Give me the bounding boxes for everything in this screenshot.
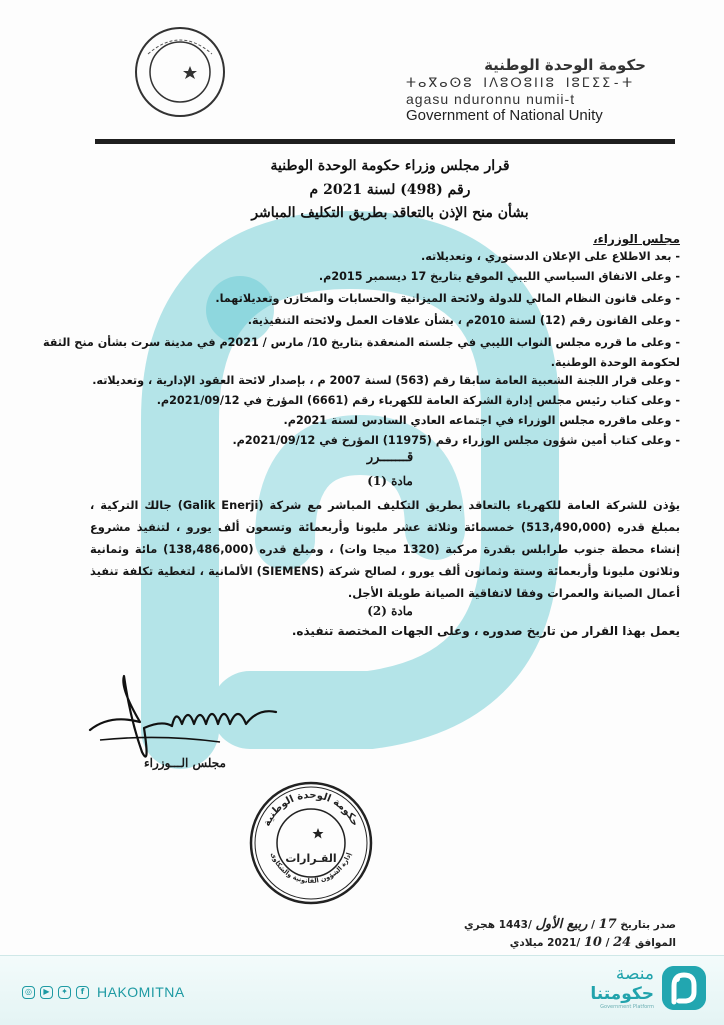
decision-word: قـــــــرر xyxy=(366,450,414,465)
issue-date-block xyxy=(446,916,676,952)
hijri-year: /1443 هجري xyxy=(464,919,532,931)
decision-body xyxy=(42,0,681,955)
platform-footer xyxy=(0,955,724,1025)
preamble-item: - وعلى ما قرره مجلس النواب الليبي في جلسته المنعقدة بتاريخ 10/ مارس / 2021م في مدينة سرت بشأن منح الثقة xyxy=(42,336,680,349)
preamble-item: - وعلى القانون رقم (12) لسنة 2010م ، بشأن علاقات العمل ولائحته التنفيذية. xyxy=(247,314,680,327)
hijri-day: 17 xyxy=(598,917,617,932)
stamp-ring-text: حكومة الوحدة الوطنية xyxy=(261,789,361,829)
social-links xyxy=(22,984,185,1000)
twitter-icon[interactable]: ✦ xyxy=(58,986,71,999)
preamble-item: - وعلى ماقرره مجلس الوزراء في اجتماعه العادي السادس لسنة 2021م. xyxy=(283,414,680,427)
youtube-icon[interactable]: ▶ xyxy=(40,986,53,999)
government-arabic-name: حكومة الوحدة الوطنية xyxy=(484,56,646,74)
preamble-item: - وعلى كتاب رئيس مجلس إدارة الشركة العامة للكهرباء رقم (6661) المؤرخ في 2021/09/12م. xyxy=(156,394,680,407)
government-amazigh-latin-name: agasu nduronnu numii-t xyxy=(406,91,576,107)
hijri-month: ربيع الأول xyxy=(535,917,588,932)
platform-logo-icon xyxy=(662,966,706,1010)
article-2-text: يعمل بهذا القرار من تاريخ صدوره ، وعلى الجهات المختصة تنفيذه. xyxy=(291,624,680,638)
preamble-item: - وعلى كتاب أمين شؤون مجلس الوزراء رقم (11975) المؤرخ في 2021/09/12م. xyxy=(232,434,680,447)
article-2-title: مادة (2) xyxy=(367,604,413,618)
hijri-date: صدر بتاريخ 17 / ربيع الأول /1443 هجري xyxy=(464,917,676,932)
government-tifinagh-name: ⵜⴰⴳⴰⵙⵓ ⵏⴷⵓⵔⵓⵏⵏⵓ ⵏⵓⵎⵉⵉ-ⵜ xyxy=(406,76,635,91)
brand-text xyxy=(590,964,654,1011)
gregorian-month: 10 xyxy=(583,935,602,950)
decision-number: رقم (498) لسنة 2021 م xyxy=(309,182,471,198)
gregorian-date-prefix: الموافق xyxy=(634,937,676,949)
brand-line-2: حكومتنا xyxy=(590,984,654,1004)
government-english-name: Government of National Unity xyxy=(406,107,603,124)
preamble-item: - وعلى الاتفاق السياسي الليبي الموقع بتاريخ 17 ديسمبر 2015م. xyxy=(318,270,680,283)
gregorian-date: الموافق 24 / 10 /2021 ميلادي xyxy=(509,935,676,950)
decision-title: قرار مجلس وزراء حكومة الوحدة الوطنية xyxy=(270,158,510,174)
platform-brand xyxy=(590,964,706,1011)
preamble-item: لحكومة الوحدة الوطنية. xyxy=(550,356,680,369)
official-stamp xyxy=(248,780,374,906)
article-1-title: مادة (1) xyxy=(367,474,413,488)
stamp-bottom-text: إدارة الشؤون القانونية والشكاوى xyxy=(268,851,353,885)
brand-line-3: Government Platform xyxy=(600,1004,654,1010)
gregorian-year: /2021 ميلادي xyxy=(509,937,581,949)
preamble-item: - وعلى قانون النظام المالي للدولة ولائحة الميزانية والحسابات والمخازن وتعديلاتهما. xyxy=(215,292,680,305)
council-label: مجلس الوزراء، xyxy=(593,232,680,246)
signature-label: مجلس الـــوزراء xyxy=(144,756,226,770)
decision-subject: بشأن منح الإذن بالتعاقد بطريق التكليف المباشر xyxy=(251,205,529,221)
social-handle[interactable]: HAKOMITNA xyxy=(97,984,185,1000)
article-1-text: يؤذن للشركة العامة للكهرباء بالتعاقد بطريق التكليف المباشر مع شركة (Galik Enerji) جالك التركية ، بمبلغ قدره (513,490,000) خمسمائة وثلاثة عشر مليونا وأربعمائة وتسعون ألف يورو ، لتنفيذ مشروع إنشاء محطة جنوب طرابلس بقدرة مركبة (1320 ميجا وات) ، ومبلغ قدره (138,486,000) مائة وثمانية وثلاثون مليونا وأربعمائة وستة وثمانون ألف يورو ، لصالح شركة (SIEMENS) الألمانية ، لتغطية تكلفة تنفيذ أعمال الصيانة والعمرات وفقا لاتفاقية الصيانة طويلة الأجل. xyxy=(90,498,681,600)
hijri-date-prefix: صدر بتاريخ xyxy=(620,919,676,931)
preamble-item: - بعد الاطلاع على الإعلان الدستوري ، وتعديلاته. xyxy=(421,250,680,263)
instagram-icon[interactable]: ◎ xyxy=(22,986,35,999)
gregorian-day: 24 xyxy=(613,935,632,950)
facebook-icon[interactable]: f xyxy=(76,986,89,999)
preamble-item: - وعلى قرار اللجنة الشعبية العامة سابقا رقم (563) لسنة 2007 م ، بإصدار لائحة العقود الإدارية ، وتعديلاته. xyxy=(92,374,680,387)
brand-line-1: منصة xyxy=(615,964,654,984)
stamp-center-text: القـرارات xyxy=(285,852,337,865)
